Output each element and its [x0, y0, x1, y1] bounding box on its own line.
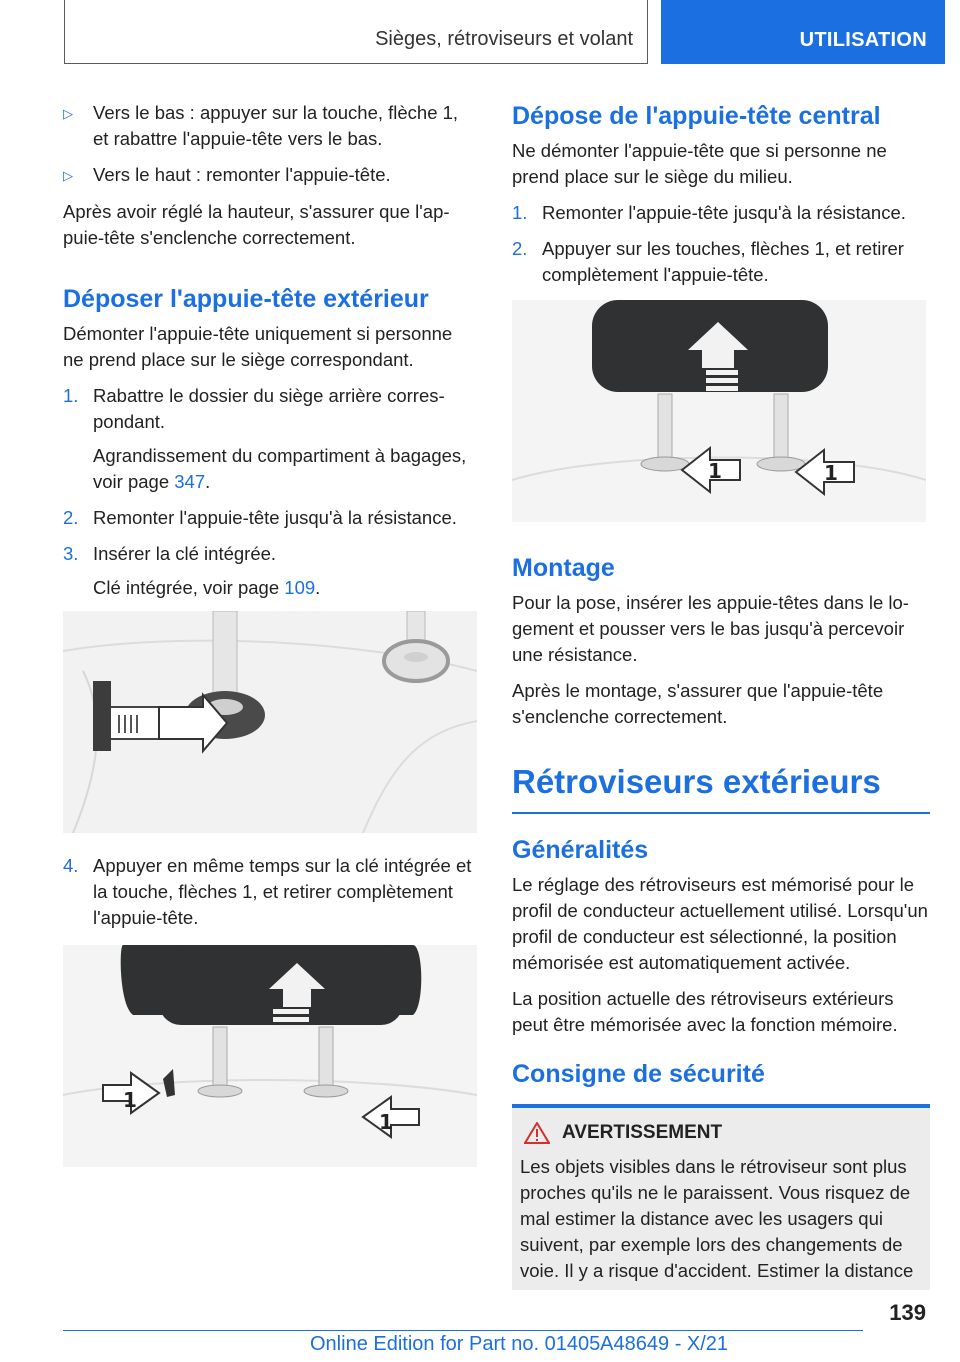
header-section-title [64, 0, 648, 64]
step-number: 1. [63, 385, 79, 406]
step-text: Rabattre le dossier du siège arrière correspondant. [93, 385, 445, 432]
paragraph: Après le montage, s'assurer que l'appuie-tête s'enclenche correctement. [512, 680, 884, 727]
step-number: 2. [512, 238, 528, 259]
right-column [512, 100, 930, 1290]
bullet-item [63, 162, 477, 189]
warning-box [512, 1104, 930, 1290]
triangle-bullet-icon: ▷ [63, 106, 73, 121]
step-item [63, 853, 477, 931]
triangle-bullet-icon: ▷ [63, 168, 73, 183]
warning-title: AVERTISSEMENT [520, 1122, 922, 1144]
step-item [512, 236, 930, 288]
paragraph: Après avoir réglé la hauteur, s'assurer que l'appuie-tête s'enclenche correctement. [63, 201, 450, 248]
paragraph: Le réglage des rétroviseurs est mémorisé pour le profil de conducteur actuellement utilisé. Lorsqu'un profil de conducteur est sélectionné, la position mémorisée est automatiquement activée. [512, 874, 928, 973]
page-link[interactable]: 347 [174, 471, 206, 492]
footer-edition: Online Edition for Part no. 01405A48649 - X/21 [310, 1333, 729, 1355]
cross-reference: Agrandissement du compartiment à bagages, voir page 347. [93, 445, 467, 492]
arrow-label: 1 [123, 1088, 137, 1112]
step-text: Appuyer sur les touches, flèches 1, et retirer complètement l'appuie-tête. [542, 238, 904, 285]
chapter-heading: Rétroviseurs extérieurs [512, 763, 881, 800]
warning-triangle-icon [524, 1122, 550, 1144]
heading-divider [512, 812, 930, 814]
step-item [512, 200, 930, 226]
step-item [63, 541, 477, 601]
paragraph: Ne démonter l'appuie-tête que si personne ne prend place sur le siège du milieu. [512, 140, 887, 187]
section-heading: Consigne de sécurité [512, 1060, 765, 1088]
section-heading: Dépose de l'appuie-tête central [512, 102, 881, 130]
step-text: Insérer la clé intégrée. [93, 543, 277, 564]
step-item [63, 383, 477, 495]
cross-reference: Clé intégrée, voir page 109. [93, 577, 321, 598]
step-item [63, 505, 477, 531]
bullet-text: Vers le bas : appuyer sur la touche, flèche 1, et rabattre l'appuie-tête vers le bas. [93, 102, 459, 149]
footer-divider [63, 1330, 863, 1331]
step-number: 4. [63, 855, 79, 876]
bullet-text: Vers le haut : remonter l'appuie-tête. [93, 164, 391, 185]
step-text: Remonter l'appuie-tête jusqu'à la résistance. [93, 507, 457, 528]
step-text: Remonter l'appuie-tête jusqu'à la résistance. [542, 202, 906, 223]
header-chapter-tab[interactable] [661, 0, 945, 64]
outer-headrest-removal-illustration [63, 945, 477, 1167]
arrow-label: 1 [379, 1110, 393, 1134]
center-headrest-removal-illustration [512, 300, 930, 522]
step-number: 2. [63, 507, 79, 528]
section-heading: Montage [512, 554, 615, 582]
paragraph: Démonter l'appuie-tête uniquement si personne ne prend place sur le siège correspondant. [63, 323, 453, 370]
bullet-item [63, 100, 477, 152]
arrow-label: 1 [708, 459, 722, 483]
page-link[interactable]: 109 [284, 577, 316, 598]
warning-text: Les objets visibles dans le rétroviseur sont plus proches qu'ils ne le paraissent. Vous risquez de mal estimer la distance avec les usagers qui suivent, par exemple lors des changements de voie. Il y a risque d'accident. Estimer la distance [520, 1156, 914, 1281]
key-release-illustration [63, 611, 477, 833]
left-column [63, 100, 477, 1187]
step-number: 3. [63, 543, 79, 564]
chapter-title: UTILISATION [799, 29, 927, 51]
step-text: Appuyer en même temps sur la clé intégrée et la touche, flèches 1, et retirer complètement l'appuie-tête. [93, 855, 472, 928]
section-heading: Généralités [512, 836, 649, 864]
section-title: Sièges, rétroviseurs et volant [375, 28, 633, 50]
paragraph: Pour la pose, insérer les appuie-têtes dans le logement et pousser vers le bas jusqu'à percevoir une résistance. [512, 592, 909, 665]
arrow-label: 1 [824, 461, 838, 485]
section-heading: Déposer l'appuie-tête extérieur [63, 285, 429, 313]
step-number: 1. [512, 202, 528, 223]
page-number: 139 [889, 1300, 926, 1325]
paragraph: La position actuelle des rétroviseurs extérieurs peut être mémorisée avec la fonction mémoire. [512, 988, 898, 1035]
